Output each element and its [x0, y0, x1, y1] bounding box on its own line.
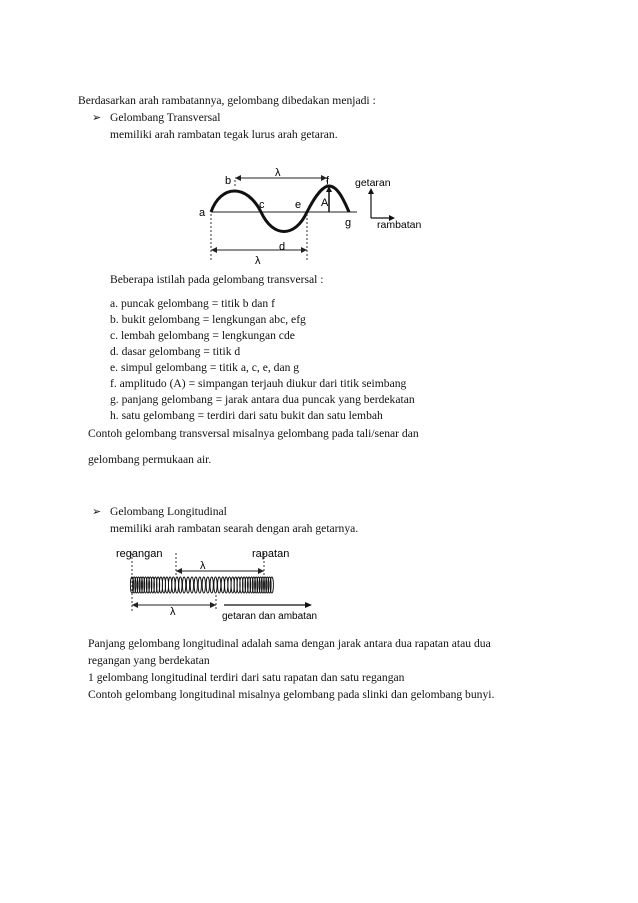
- term-item: g. panjang gelombang = jarak antara dua puncak yang berdekatan: [110, 393, 415, 406]
- term-item: e. simpul gelombang = titik a, c, e, dan g: [110, 361, 300, 374]
- longitudinal-text-line: regangan yang berdekatan: [88, 654, 210, 667]
- label-b: b: [225, 175, 232, 187]
- transversal-heading: Gelombang Transversal: [110, 111, 221, 124]
- label-lambda-top: λ: [200, 560, 206, 572]
- spring-coil: [172, 577, 175, 593]
- transversal-example-line2: gelombang permukaan air.: [88, 453, 212, 466]
- spring-coil: [169, 577, 172, 593]
- longitudinal-text-line: Contoh gelombang longitudinal misalnya gelombang pada slinki dan gelombang bunyi.: [88, 688, 495, 701]
- transversal-wave-figure: [195, 166, 435, 266]
- label-d: d: [279, 241, 286, 253]
- intro-text: Berdasarkan arah rambatannya, gelombang dibedakan menjadi :: [78, 94, 376, 107]
- term-item: d. dasar gelombang = titik d: [110, 345, 241, 358]
- spring-coil: [221, 577, 224, 593]
- bullet-arrow-icon: ➢: [92, 112, 102, 124]
- spring-coil: [218, 577, 221, 593]
- spring-coil: [210, 577, 213, 593]
- transversal-example-line1: Contoh gelombang transversal misalnya gelombang pada tali/senar dan: [88, 427, 419, 440]
- terms-heading: Beberapa istilah pada gelombang transversal :: [110, 273, 324, 286]
- transversal-description: memiliki arah rambatan tegak lurus arah getaran.: [110, 128, 338, 141]
- spring-coil: [183, 577, 186, 593]
- label-g: g: [345, 217, 352, 229]
- spring-coils: [130, 577, 273, 593]
- spring-coil: [228, 577, 231, 593]
- bullet-arrow-icon: ➢: [92, 506, 102, 518]
- spring-coil: [179, 577, 182, 593]
- term-item: b. bukit gelombang = lengkungan abc, efg: [110, 313, 306, 326]
- label-c: c: [259, 199, 265, 211]
- spring-coil: [190, 577, 193, 593]
- spring-coil: [198, 577, 201, 593]
- spring-coil: [214, 577, 217, 593]
- label-lambda-top: λ: [275, 167, 281, 179]
- spring-coil: [202, 577, 205, 593]
- label-lambda-bottom: λ: [170, 606, 176, 618]
- label-rapatan: rapatan: [252, 548, 290, 560]
- label-a: a: [199, 207, 206, 219]
- label-getaran: getaran: [355, 177, 391, 189]
- term-item: f. amplitudo (A) = simpangan terjauh diukur dari titik seimbang: [110, 377, 407, 390]
- term-item: c. lembah gelombang = lengkungan cde: [110, 329, 295, 342]
- label-e: e: [295, 199, 302, 211]
- label-A: A: [321, 197, 329, 209]
- longitudinal-description: memiliki arah rambatan searah dengan arah getarnya.: [110, 522, 359, 535]
- spring-coil: [175, 577, 178, 593]
- label-regangan: regangan: [116, 548, 163, 560]
- label-direction: getaran dan ambatan: [222, 611, 318, 622]
- label-lambda-bottom: λ: [255, 255, 261, 267]
- spring-coil: [186, 577, 189, 593]
- longitudinal-text-line: Panjang gelombang longitudinal adalah sama dengan jarak antara dua rapatan atau dua: [88, 637, 491, 650]
- label-f: f: [326, 175, 330, 187]
- spring-coil: [194, 577, 197, 593]
- term-item: h. satu gelombang = terdiri dari satu bukit dan satu lembah: [110, 409, 383, 422]
- longitudinal-text-line: 1 gelombang longitudinal terdiri dari satu rapatan dan satu regangan: [88, 671, 405, 684]
- term-item: a. puncak gelombang = titik b dan f: [110, 297, 275, 310]
- longitudinal-heading: Gelombang Longitudinal: [110, 505, 227, 518]
- spring-coil: [225, 577, 228, 593]
- spring-coil: [206, 577, 209, 593]
- label-rambatan: rambatan: [377, 219, 422, 231]
- longitudinal-wave-figure: [112, 545, 332, 625]
